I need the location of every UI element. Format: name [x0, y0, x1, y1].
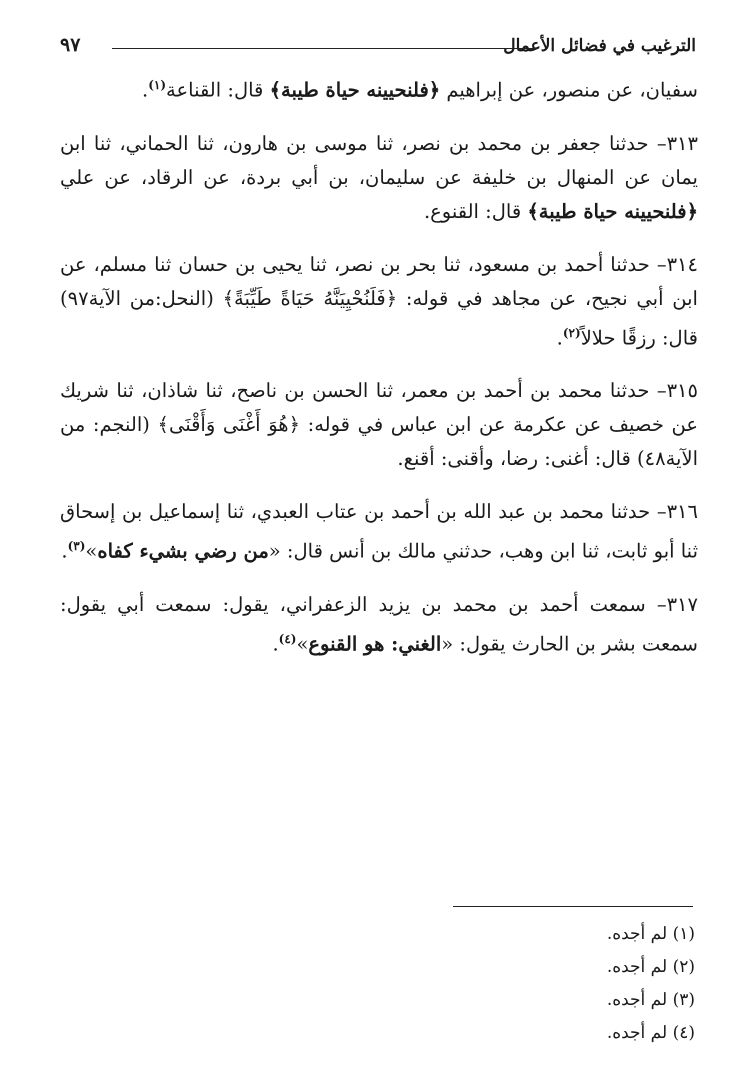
paragraph-1 — [60, 68, 698, 108]
text-run: قال: القناعة — [166, 78, 270, 102]
text-run: ٣١٤– حدثنا أحمد بن مسعود، ثنا بحر بن نصر، ثنا يحيى بن حسان ثنا مسلم، عن ابن أبي نجيح، عن مجاهد في قوله: — [60, 252, 698, 310]
text-run: قال: القنوع. — [423, 199, 528, 223]
footnote: (٣) لم أجده. — [606, 990, 695, 1010]
text-run: ٣١٦– حدثنا محمد بن عبد الله بن أحمد بن عتاب العبدي، ثنا إسماعيل بن إسحاق ثنا أبو ثابت، ثنا ابن وهب، حدثني مالك بن أنس قال: « — [60, 500, 698, 563]
header-rule — [112, 48, 536, 49]
paragraph-2 — [60, 127, 698, 229]
text-run: ٣١٥– حدثنا محمد بن أحمد بن معمر، ثنا الحسن بن ناصح، ثنا شاذان، ثنا شريك عن خصيف عن عكرمة عن ابن عباس في قوله: — [60, 379, 698, 436]
text-run: . — [556, 326, 563, 349]
body-text — [60, 68, 698, 680]
text-run: » — [296, 632, 309, 655]
bold-quote: الغني: هو القنوع — [308, 632, 442, 655]
text-run: » — [85, 539, 98, 563]
text-run: ٣١٧– سمعت أحمد بن محمد بن يزيد الزعفراني، يقول: سمعت أبي يقول: سمعت بشر بن الحارث يقول: « — [60, 592, 698, 655]
bold-quote: من رضي بشيء كفاه — [97, 539, 269, 563]
page-header — [60, 36, 696, 66]
text-run: ﴿هُوَ أَغْنَى وَأَقْنَى﴾ — [157, 413, 301, 436]
footnote: (٢) لم أجده. — [606, 957, 695, 977]
paragraph-5 — [60, 495, 698, 569]
footnote-marker: (٣) — [67, 539, 86, 553]
text-run: ﴿فَلَنُحْيِيَنَّهُ حَيَاةً طَيِّبَةً﴾ — [222, 286, 398, 310]
footnote: (١) لم أجده. — [606, 924, 695, 944]
bold-quote: ﴿فلنحيينه حياة طيبة﴾ — [527, 199, 698, 223]
paragraph-3 — [60, 248, 698, 356]
text-run: . — [142, 78, 149, 102]
text-run: ٣١٣– حدثنا جعفر بن محمد بن نصر، ثنا موسى بن هارون، ثنا الحماني، ثنا ابن يمان عن المنهال بن خليفة عن سليمان، بن أبي بردة، عن الرقاد، عن علي — [60, 131, 698, 189]
footnote-marker: (١) — [148, 78, 167, 92]
footnote-marker: (٢) — [562, 325, 581, 340]
page-number: ٩٧ — [60, 34, 81, 56]
text-run: سفيان، عن منصور، عن إبراهيم — [440, 78, 698, 102]
text-run: (النجم: من الآية٤٨) قال: أغنى: رضا، وأقنى: أقنع. — [60, 413, 698, 470]
paragraph-4 — [60, 374, 698, 476]
footnote-separator — [453, 906, 693, 907]
text-run: (النحل:من الآية٩٧) قال: رزقًا حلالاً — [60, 286, 698, 349]
footnotes — [607, 924, 695, 1056]
footnote: (٤) لم أجده. — [606, 1023, 695, 1043]
text-run: . — [272, 632, 279, 655]
text-run: . — [61, 539, 68, 563]
footnote-marker: (٤) — [278, 631, 297, 646]
running-title: الترغيب في فضائل الأعمال — [503, 36, 696, 56]
paragraph-6 — [60, 588, 698, 662]
bold-quote: ﴿فلنحيينه حياة طيبة﴾ — [269, 78, 441, 102]
